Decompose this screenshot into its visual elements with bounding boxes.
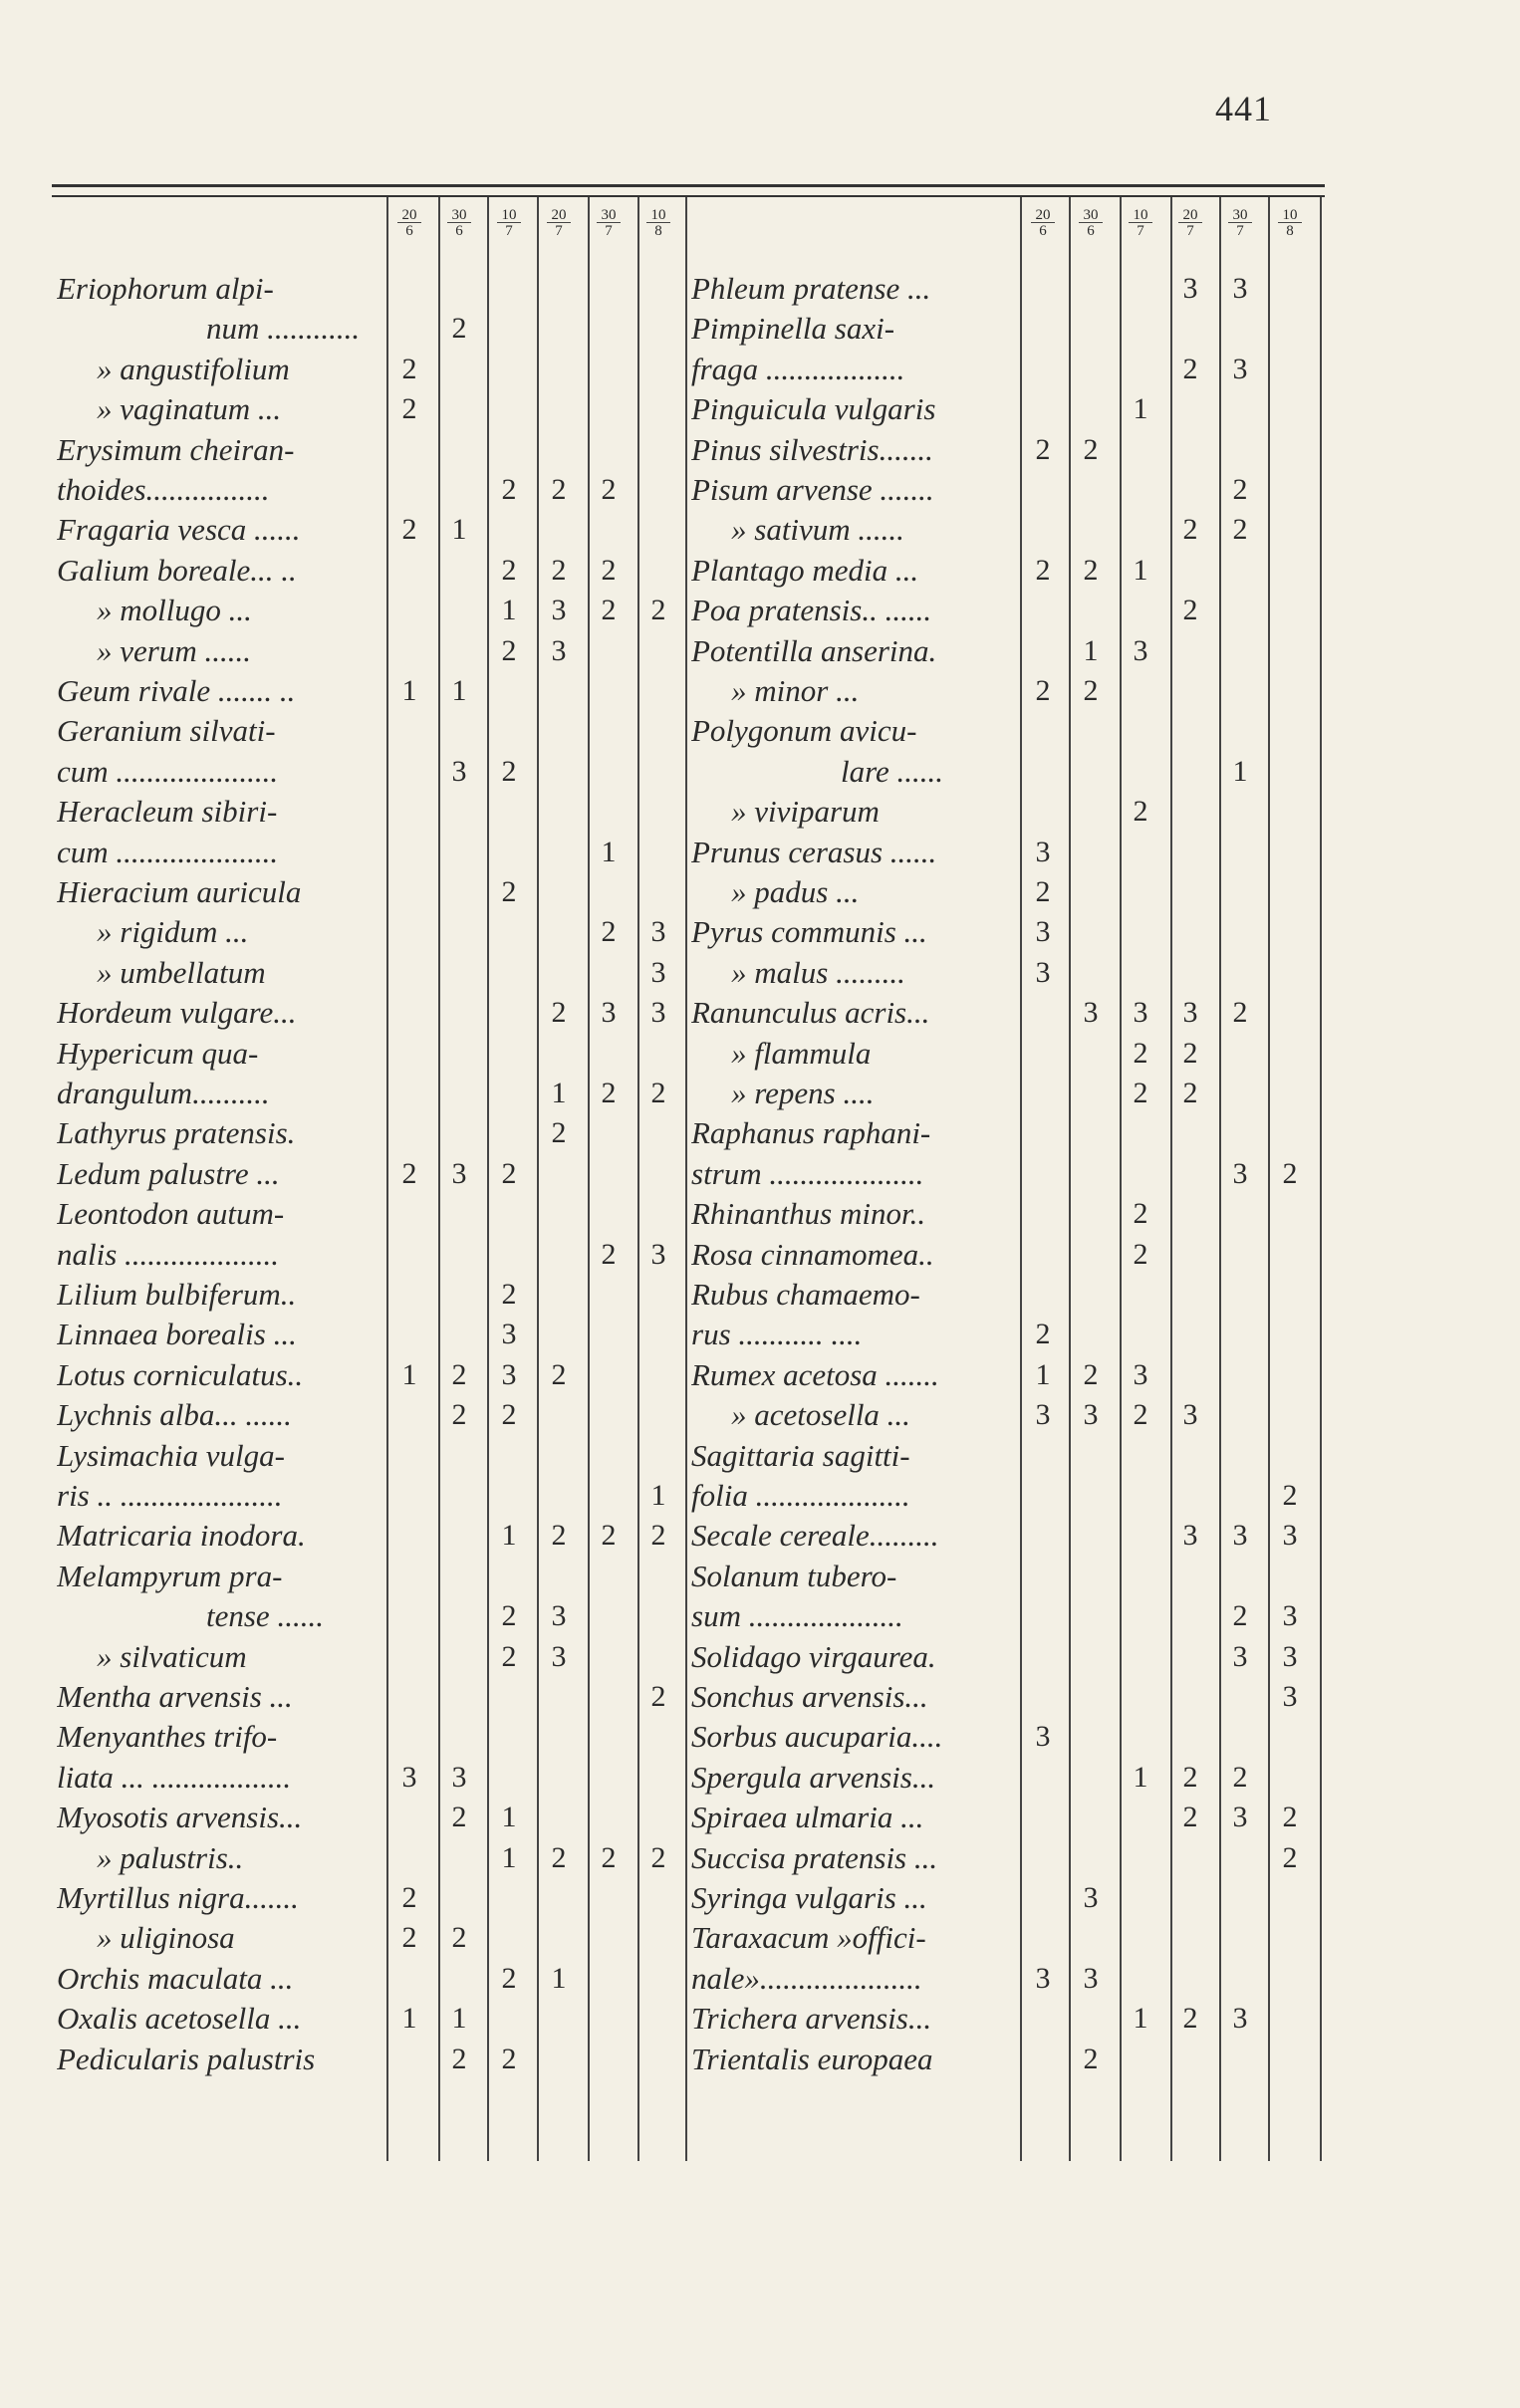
- column-header-date: [638, 208, 678, 238]
- species-name: » silvaticum: [97, 1638, 247, 1674]
- abundance-value: 1: [501, 594, 517, 627]
- abundance-value: 1: [501, 1519, 517, 1553]
- column-header-day: 20: [1031, 208, 1055, 223]
- abundance-value: 3: [1035, 955, 1051, 989]
- abundance-value: 2: [1133, 795, 1148, 829]
- species-name: Geranium silvati-: [57, 713, 276, 749]
- abundance-value: 1: [1035, 1357, 1051, 1391]
- column-divider: [1120, 197, 1122, 2161]
- abundance-value: 3: [650, 1237, 666, 1271]
- species-name: sum ....................: [691, 1598, 903, 1634]
- species-name: Oxalis acetosella ...: [57, 2001, 302, 2037]
- table-header-rule: [52, 195, 1325, 197]
- column-header-month: 7: [555, 223, 563, 239]
- abundance-value: 2: [650, 1077, 666, 1109]
- abundance-value: 1: [1133, 2002, 1148, 2036]
- species-name: Heracleum sibiri-: [57, 794, 278, 830]
- species-name: Hieracium auricula: [57, 874, 302, 909]
- abundance-value: 1: [1133, 392, 1148, 426]
- species-name: num ............: [206, 311, 361, 347]
- column-header-day: 30: [1079, 208, 1103, 223]
- species-name: fraga ..................: [691, 351, 905, 386]
- species-name: Fragaria vesca ......: [57, 512, 301, 548]
- species-name: Orchis maculata ...: [57, 1960, 294, 1996]
- abundance-value: 2: [501, 1961, 517, 1995]
- abundance-value: 3: [1133, 1357, 1148, 1391]
- species-name: » vaginatum ...: [97, 391, 282, 427]
- species-name: Prunus cerasus ......: [691, 834, 937, 869]
- abundance-value: 2: [1182, 1036, 1198, 1070]
- species-name: Solidago virgaurea.: [691, 1638, 936, 1674]
- species-name: Myrtillus nigra.......: [57, 1880, 299, 1915]
- abundance-value: 2: [501, 1398, 517, 1432]
- abundance-value: 2: [1083, 2042, 1099, 2075]
- abundance-value: 3: [1035, 1398, 1051, 1432]
- column-header-month: 7: [1236, 223, 1244, 239]
- abundance-value: 2: [551, 1519, 567, 1553]
- abundance-value: 3: [1232, 1519, 1248, 1553]
- abundance-value: 2: [501, 473, 517, 506]
- abundance-value: 2: [1282, 1801, 1298, 1834]
- column-header-date: [389, 208, 429, 238]
- species-name: Eriophorum alpi-: [57, 271, 274, 306]
- species-name: ris .. .....................: [57, 1478, 283, 1513]
- abundance-value: 2: [1232, 996, 1248, 1030]
- abundance-value: 2: [401, 392, 417, 426]
- column-header-month: 8: [654, 223, 662, 239]
- species-name: Rumex acetosa .......: [691, 1356, 939, 1392]
- column-header-date: [1170, 208, 1210, 238]
- abundance-value: 1: [401, 2002, 417, 2036]
- abundance-value: 3: [551, 1639, 567, 1673]
- species-name: Ledum palustre ...: [57, 1155, 280, 1191]
- species-name: » mollugo ...: [97, 593, 252, 628]
- abundance-value: 3: [1182, 1519, 1198, 1553]
- abundance-value: 3: [1232, 1639, 1248, 1673]
- species-name: Pyrus communis ...: [691, 914, 927, 950]
- abundance-value: 2: [451, 1921, 467, 1955]
- abundance-value: 2: [1182, 1077, 1198, 1109]
- abundance-value: 2: [1083, 432, 1099, 466]
- abundance-value: 3: [1282, 1639, 1298, 1673]
- abundance-value: 2: [601, 915, 617, 949]
- species-name: Rhinanthus minor..: [691, 1196, 926, 1232]
- species-name: Sagittaria sagitti-: [691, 1437, 910, 1473]
- abundance-value: 1: [551, 1077, 567, 1109]
- column-divider: [386, 197, 388, 2161]
- species-name: Lotus corniculatus..: [57, 1356, 304, 1392]
- column-header-month: 6: [455, 223, 463, 239]
- abundance-value: 3: [1182, 1398, 1198, 1432]
- species-name: drangulum..........: [57, 1076, 270, 1110]
- abundance-value: 3: [1035, 835, 1051, 868]
- species-name: » padus ...: [731, 874, 860, 909]
- abundance-value: 2: [1035, 1318, 1051, 1351]
- abundance-value: 2: [1182, 1760, 1198, 1794]
- species-name: Spergula arvensis...: [691, 1759, 936, 1795]
- abundance-value: 3: [501, 1357, 517, 1391]
- species-name: Trientalis europaea: [691, 2041, 933, 2076]
- species-name: » flammula: [731, 1035, 872, 1071]
- column-header-day: 30: [597, 208, 621, 223]
- species-name: Erysimum cheiran-: [57, 431, 295, 467]
- abundance-value: 3: [1232, 2002, 1248, 2036]
- species-name: Hordeum vulgare...: [57, 995, 297, 1031]
- column-header-date: [1270, 208, 1310, 238]
- abundance-value: 2: [501, 633, 517, 667]
- abundance-value: 3: [650, 915, 666, 949]
- abundance-value: 3: [1133, 996, 1148, 1030]
- abundance-value: 2: [1232, 1599, 1248, 1633]
- abundance-value: 2: [501, 1639, 517, 1673]
- abundance-value: 2: [451, 312, 467, 346]
- species-name: Poa pratensis.. ......: [691, 593, 932, 628]
- abundance-value: 3: [650, 996, 666, 1030]
- column-header-day: 10: [1278, 208, 1302, 223]
- abundance-value: 2: [1035, 553, 1051, 587]
- abundance-value: 3: [1282, 1599, 1298, 1633]
- column-header-month: 7: [1137, 223, 1144, 239]
- column-header-day: 20: [547, 208, 571, 223]
- column-header-month: 8: [1286, 223, 1294, 239]
- column-divider: [685, 197, 687, 2161]
- column-header-day: 10: [497, 208, 521, 223]
- species-name: Plantago media ...: [691, 552, 919, 588]
- abundance-value: 2: [451, 2042, 467, 2075]
- abundance-value: 2: [601, 1077, 617, 1109]
- abundance-value: 3: [1035, 1720, 1051, 1754]
- abundance-value: 1: [451, 2002, 467, 2036]
- column-header-day: 30: [447, 208, 471, 223]
- species-name: thoides................: [57, 472, 270, 507]
- species-name: Spiraea ulmaria ...: [691, 1800, 924, 1835]
- species-name: » palustris..: [97, 1839, 244, 1875]
- abundance-value: 1: [601, 835, 617, 868]
- abundance-value: 3: [1232, 1801, 1248, 1834]
- abundance-value: 2: [1035, 875, 1051, 908]
- species-name: Melampyrum pra-: [57, 1558, 283, 1593]
- abundance-value: 2: [601, 553, 617, 587]
- abundance-value: 3: [1232, 272, 1248, 305]
- abundance-value: 2: [451, 1801, 467, 1834]
- species-name: Potentilla anserina.: [691, 632, 937, 668]
- column-header-date: [439, 208, 479, 238]
- abundance-value: 2: [1282, 1156, 1298, 1190]
- column-header-date: [489, 208, 529, 238]
- species-name: Taraxacum »offici-: [691, 1920, 926, 1956]
- abundance-value: 2: [1182, 2002, 1198, 2036]
- species-name: Galium boreale... ..: [57, 552, 297, 588]
- column-divider: [1069, 197, 1071, 2161]
- species-name: » viviparum: [731, 794, 880, 830]
- species-name: Ranunculus acris...: [691, 995, 930, 1031]
- species-name: » acetosella ...: [731, 1397, 910, 1433]
- abundance-value: 2: [1232, 473, 1248, 506]
- species-name: cum .....................: [57, 753, 279, 789]
- species-name: Raphanus raphani-: [691, 1115, 931, 1151]
- species-name: liata ... ..................: [57, 1759, 292, 1795]
- abundance-value: 3: [401, 1760, 417, 1794]
- species-name: Linnaea borealis ...: [57, 1317, 297, 1352]
- abundance-value: 2: [551, 473, 567, 506]
- abundance-value: 3: [501, 1318, 517, 1351]
- species-name: Sonchus arvensis...: [691, 1679, 928, 1714]
- abundance-value: 2: [551, 1357, 567, 1391]
- species-name: » sativum ......: [731, 512, 904, 548]
- abundance-value: 2: [501, 1156, 517, 1190]
- column-header-day: 20: [397, 208, 421, 223]
- abundance-value: 2: [1133, 1398, 1148, 1432]
- column-divider: [1170, 197, 1172, 2161]
- abundance-value: 3: [1182, 996, 1198, 1030]
- abundance-value: 3: [1083, 1961, 1099, 1995]
- abundance-value: 2: [650, 1680, 666, 1713]
- abundance-value: 2: [551, 553, 567, 587]
- species-name: Trichera arvensis...: [691, 2001, 932, 2037]
- abundance-value: 3: [1083, 1881, 1099, 1914]
- abundance-value: 2: [451, 1398, 467, 1432]
- species-name: Syringa vulgaris ...: [691, 1880, 927, 1915]
- column-header-month: 6: [1087, 223, 1095, 239]
- column-header-day: 20: [1178, 208, 1202, 223]
- species-name: nale».....................: [691, 1960, 922, 1996]
- abundance-value: 1: [650, 1479, 666, 1512]
- abundance-value: 3: [1083, 1398, 1099, 1432]
- species-name: Menyanthes trifo-: [57, 1719, 278, 1755]
- abundance-value: 2: [601, 473, 617, 506]
- abundance-value: 2: [551, 1840, 567, 1874]
- species-name: Pisum arvense .......: [691, 472, 934, 507]
- abundance-value: 2: [650, 1519, 666, 1553]
- column-header-day: 30: [1228, 208, 1252, 223]
- abundance-value: 1: [501, 1840, 517, 1874]
- abundance-value: 3: [451, 754, 467, 788]
- species-name: Lilium bulbiferum..: [57, 1277, 297, 1312]
- abundance-value: 2: [1182, 1801, 1198, 1834]
- species-name: Hypericum qua-: [57, 1035, 259, 1071]
- species-name: » verum ......: [97, 632, 251, 668]
- abundance-value: 2: [501, 875, 517, 908]
- abundance-value: 3: [551, 1599, 567, 1633]
- abundance-value: 2: [1282, 1840, 1298, 1874]
- abundance-value: 2: [551, 996, 567, 1030]
- abundance-value: 2: [1035, 432, 1051, 466]
- abundance-value: 2: [401, 352, 417, 385]
- column-header-month: 7: [505, 223, 513, 239]
- column-header-date: [539, 208, 579, 238]
- column-divider: [1320, 197, 1322, 2161]
- species-name: » uliginosa: [97, 1920, 235, 1956]
- species-name: Leontodon autum-: [57, 1196, 285, 1232]
- species-name: » malus .........: [731, 954, 905, 990]
- abundance-value: 2: [1282, 1479, 1298, 1512]
- abundance-value: 3: [1035, 915, 1051, 949]
- species-name: Lychnis alba... ......: [57, 1397, 292, 1433]
- species-name: Geum rivale ....... ..: [57, 673, 296, 708]
- species-name: Lysimachia vulga-: [57, 1437, 285, 1473]
- species-name: Rosa cinnamomea..: [691, 1236, 934, 1272]
- abundance-value: 2: [1133, 1077, 1148, 1109]
- abundance-value: 3: [451, 1156, 467, 1190]
- species-name: nalis ....................: [57, 1236, 280, 1272]
- column-header-date: [589, 208, 629, 238]
- abundance-value: 2: [1133, 1197, 1148, 1231]
- abundance-value: 2: [501, 553, 517, 587]
- column-header-day: 10: [1129, 208, 1152, 223]
- abundance-value: 3: [1232, 352, 1248, 385]
- species-name: Succisa pratensis ...: [691, 1839, 938, 1875]
- column-header-month: 7: [605, 223, 613, 239]
- abundance-value: 2: [601, 1519, 617, 1553]
- column-header-month: 6: [1039, 223, 1047, 239]
- species-name: tense ......: [206, 1598, 324, 1634]
- species-name: folia ....................: [691, 1478, 910, 1513]
- abundance-value: 2: [401, 1156, 417, 1190]
- abundance-value: 2: [1182, 594, 1198, 627]
- species-name: Pedicularis palustris: [57, 2041, 316, 2076]
- species-name: Phleum pratense ...: [691, 271, 931, 306]
- abundance-value: 2: [650, 1840, 666, 1874]
- species-name: » rigidum ...: [97, 914, 249, 950]
- species-name: cum .....................: [57, 834, 279, 869]
- abundance-value: 2: [601, 1840, 617, 1874]
- abundance-value: 3: [601, 996, 617, 1030]
- abundance-value: 1: [451, 513, 467, 547]
- species-name: rus ........... ....: [691, 1317, 863, 1352]
- abundance-value: 3: [1232, 1156, 1248, 1190]
- species-name: » umbellatum: [97, 954, 266, 990]
- abundance-value: 2: [501, 754, 517, 788]
- abundance-value: 1: [1083, 633, 1099, 667]
- abundance-value: 1: [551, 1961, 567, 1995]
- abundance-value: 3: [650, 955, 666, 989]
- species-name: Secale cereale.........: [691, 1518, 939, 1554]
- abundance-value: 3: [1083, 996, 1099, 1030]
- abundance-value: 3: [1282, 1680, 1298, 1713]
- abundance-value: 1: [1232, 754, 1248, 788]
- abundance-value: 2: [650, 594, 666, 627]
- abundance-value: 3: [551, 594, 567, 627]
- species-name: Pimpinella saxi-: [691, 311, 895, 347]
- abundance-value: 2: [501, 1278, 517, 1311]
- species-name: Rubus chamaemo-: [691, 1277, 920, 1312]
- column-header-day: 10: [646, 208, 670, 223]
- abundance-value: 2: [1083, 553, 1099, 587]
- species-name: lare ......: [841, 753, 944, 789]
- column-header-date: [1071, 208, 1111, 238]
- column-header-date: [1023, 208, 1063, 238]
- column-header-date: [1220, 208, 1260, 238]
- species-name: Pinus silvestris.......: [691, 431, 933, 467]
- species-name: » angustifolium: [97, 351, 290, 386]
- abundance-value: 1: [501, 1801, 517, 1834]
- abundance-value: 1: [451, 674, 467, 707]
- abundance-value: 1: [1133, 553, 1148, 587]
- abundance-value: 2: [501, 1599, 517, 1633]
- abundance-value: 2: [1133, 1237, 1148, 1271]
- abundance-value: 2: [401, 513, 417, 547]
- abundance-value: 2: [1182, 513, 1198, 547]
- column-header-month: 6: [405, 223, 413, 239]
- species-name: Matricaria inodora.: [57, 1518, 306, 1554]
- species-name: Sorbus aucuparia....: [691, 1719, 943, 1755]
- column-divider: [1020, 197, 1022, 2161]
- species-name: strum ....................: [691, 1155, 924, 1191]
- abundance-value: 3: [551, 633, 567, 667]
- page-number: 441: [1215, 89, 1272, 128]
- species-name: Polygonum avicu-: [691, 713, 917, 749]
- abundance-value: 2: [501, 2042, 517, 2075]
- abundance-value: 3: [1035, 1961, 1051, 1995]
- abundance-value: 2: [1133, 1036, 1148, 1070]
- species-name: » repens ....: [731, 1076, 875, 1110]
- species-name: » minor ...: [731, 673, 860, 708]
- abundance-value: 2: [1083, 674, 1099, 707]
- abundance-value: 1: [401, 674, 417, 707]
- species-name: Solanum tubero-: [691, 1558, 897, 1593]
- abundance-value: 2: [401, 1921, 417, 1955]
- abundance-value: 1: [401, 1357, 417, 1391]
- abundance-value: 1: [1133, 1760, 1148, 1794]
- abundance-value: 2: [601, 594, 617, 627]
- species-name: Lathyrus pratensis.: [57, 1115, 296, 1151]
- abundance-value: 3: [1133, 633, 1148, 667]
- abundance-value: 2: [601, 1237, 617, 1271]
- abundance-value: 2: [1035, 674, 1051, 707]
- abundance-value: 2: [451, 1357, 467, 1391]
- abundance-value: 2: [401, 1881, 417, 1914]
- column-header-month: 7: [1186, 223, 1194, 239]
- abundance-value: 3: [1282, 1519, 1298, 1553]
- column-header-date: [1121, 208, 1160, 238]
- species-name: Mentha arvensis ...: [57, 1679, 293, 1714]
- abundance-value: 3: [1182, 272, 1198, 305]
- species-name: Pinguicula vulgaris: [691, 391, 936, 427]
- abundance-value: 2: [1083, 1357, 1099, 1391]
- abundance-value: 3: [451, 1760, 467, 1794]
- species-name: Myosotis arvensis...: [57, 1800, 303, 1835]
- abundance-value: 2: [1182, 352, 1198, 385]
- abundance-value: 2: [1232, 513, 1248, 547]
- abundance-value: 2: [1232, 1760, 1248, 1794]
- abundance-value: 2: [551, 1116, 567, 1150]
- table-top-rule: [52, 184, 1325, 187]
